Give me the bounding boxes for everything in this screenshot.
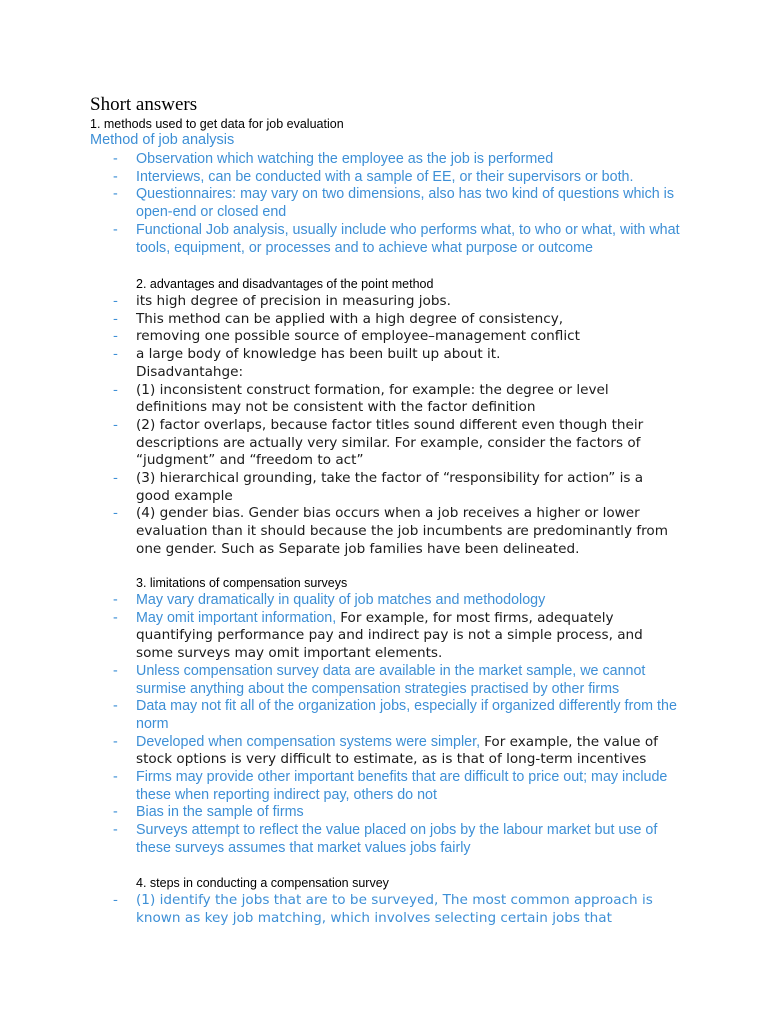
list-item-example: For example, the value of stock options is very difficult to estimate, as is that of long-term incentives	[136, 733, 658, 768]
bullet-dash: -	[113, 168, 118, 185]
bullet-dash: -	[113, 328, 118, 345]
list-item-text: Bias in the sample of firms	[136, 804, 304, 821]
bullet-dash: -	[113, 592, 118, 608]
bullet-dash: -	[113, 346, 118, 363]
bullet-dash: -	[113, 733, 118, 750]
list-item-text: Functional Job analysis, usually include who performs what, to who or what, with what tools, equipment, or processes and to achieve what purpose or outcome	[136, 221, 680, 256]
section-2-heading: 2. advantages and disadvantages of the point method	[136, 277, 434, 291]
list-item	[0, 822, 681, 857]
list-item	[0, 592, 681, 610]
section-1-heading: 1. methods used to get data for job evaluation	[90, 117, 344, 131]
bullet-dash: -	[113, 698, 118, 715]
list-item	[0, 151, 681, 169]
section-4-list	[0, 892, 681, 927]
list-item	[0, 346, 681, 364]
list-item-text: Observation which watching the employee as the job is performed	[136, 151, 554, 167]
list-item-text: (1) inconsistent construct formation, for example: the degree or level definitions may not be consistent with the factor definition	[136, 381, 609, 416]
bullet-dash: -	[113, 822, 118, 839]
list-item-text: (2) factor overlaps, because factor titles sound different even though their descriptions are actually very similar. For example, consider the factors of “judgment” and “freedom to act”	[136, 416, 644, 469]
list-item	[0, 382, 681, 417]
list-item-text: (1) identify the jobs that are to be surveyed, The most common approach is known as key job matching, which involves selecting certain jobs that	[136, 892, 653, 926]
list-item	[0, 186, 681, 221]
bullet-dash: -	[113, 470, 118, 487]
list-item	[0, 663, 681, 698]
list-item	[0, 769, 681, 804]
section-1-subheading: Method of job analysis	[90, 132, 235, 148]
bullet-dash: -	[113, 381, 118, 398]
list-item	[0, 892, 681, 927]
list-item	[0, 417, 681, 470]
list-item-text: Interviews, can be conducted with a sample of EE, or their supervisors or both.	[136, 168, 634, 185]
list-item	[0, 698, 681, 733]
list-item-text: (4) gender bias. Gender bias occurs when a job receives a higher or lower evaluation than it should because the job incumbents are predominantly from one gender. Such as Separate job families have been delineated.	[136, 505, 668, 557]
list-item-text: May omit important information,	[136, 609, 341, 626]
bullet-dash: -	[113, 151, 118, 167]
list-item	[0, 610, 681, 663]
bullet-dash: -	[113, 186, 118, 203]
list-item	[0, 804, 681, 822]
list-item-text: Questionnaires: may vary on two dimensions, also has two kind of questions which is open-end or closed end	[136, 186, 674, 221]
bullet-dash: -	[113, 505, 118, 522]
list-item	[0, 328, 681, 346]
list-item-text: Data may not fit all of the organization jobs, especially if organized differently from the norm	[136, 698, 677, 732]
list-item	[0, 169, 681, 187]
section-4-heading: 4. steps in conducting a compensation survey	[136, 876, 389, 890]
section-1-list	[0, 151, 681, 257]
list-item-text: Surveys attempt to reflect the value placed on jobs by the labour market but use of these surveys assumes that market values jobs fairly	[136, 822, 658, 856]
bullet-dash: -	[113, 892, 118, 908]
bullet-dash: -	[113, 221, 118, 238]
list-item	[0, 470, 681, 505]
bullet-dash: -	[113, 310, 118, 327]
list-item	[0, 311, 681, 329]
bullet-dash: -	[113, 293, 118, 309]
list-item-text: (3) hierarchical grounding, take the factor of “responsibility for action” is a good example	[136, 470, 644, 504]
section-3-heading: 3. limitations of compensation surveys	[136, 576, 348, 590]
list-item-text: removing one possible source of employee–management conflict	[136, 328, 580, 345]
bullet-dash: -	[113, 662, 118, 679]
bullet-dash: -	[113, 769, 118, 786]
page-title: Short answers	[90, 94, 198, 115]
list-item-example: For example, for most firms, adequately quantifying performance pay and indirect pay is not a simple process, and some surveys may omit important elements.	[136, 609, 643, 662]
list-item	[0, 734, 681, 769]
bullet-dash: -	[113, 609, 118, 626]
list-item-text: Unless compensation survey data are available in the market sample, we cannot surmise anything about the compensation strategies practised by other firms	[136, 662, 646, 697]
disadvantage-label: Disadvantahge:	[136, 363, 244, 380]
section-2-list	[0, 293, 681, 559]
list-item	[0, 293, 681, 311]
list-item	[0, 505, 681, 558]
list-item	[0, 222, 681, 257]
list-item-text: May vary dramatically in quality of job matches and methodology	[136, 592, 546, 608]
bullet-dash: -	[113, 416, 118, 433]
list-item-text: Firms may provide other important benefits that are difficult to price out; may include these when reporting indirect pay, others do not	[136, 769, 668, 803]
bullet-dash: -	[113, 804, 118, 821]
list-item-text: a large body of knowledge has been built up about it.	[136, 346, 501, 363]
list-item-text: its high degree of precision in measuring jobs.	[136, 293, 451, 309]
list-item-text: This method can be applied with a high degree of consistency,	[136, 310, 564, 327]
section-3-list	[0, 592, 681, 858]
list-item-text: Developed when compensation systems were simpler,	[136, 733, 485, 750]
